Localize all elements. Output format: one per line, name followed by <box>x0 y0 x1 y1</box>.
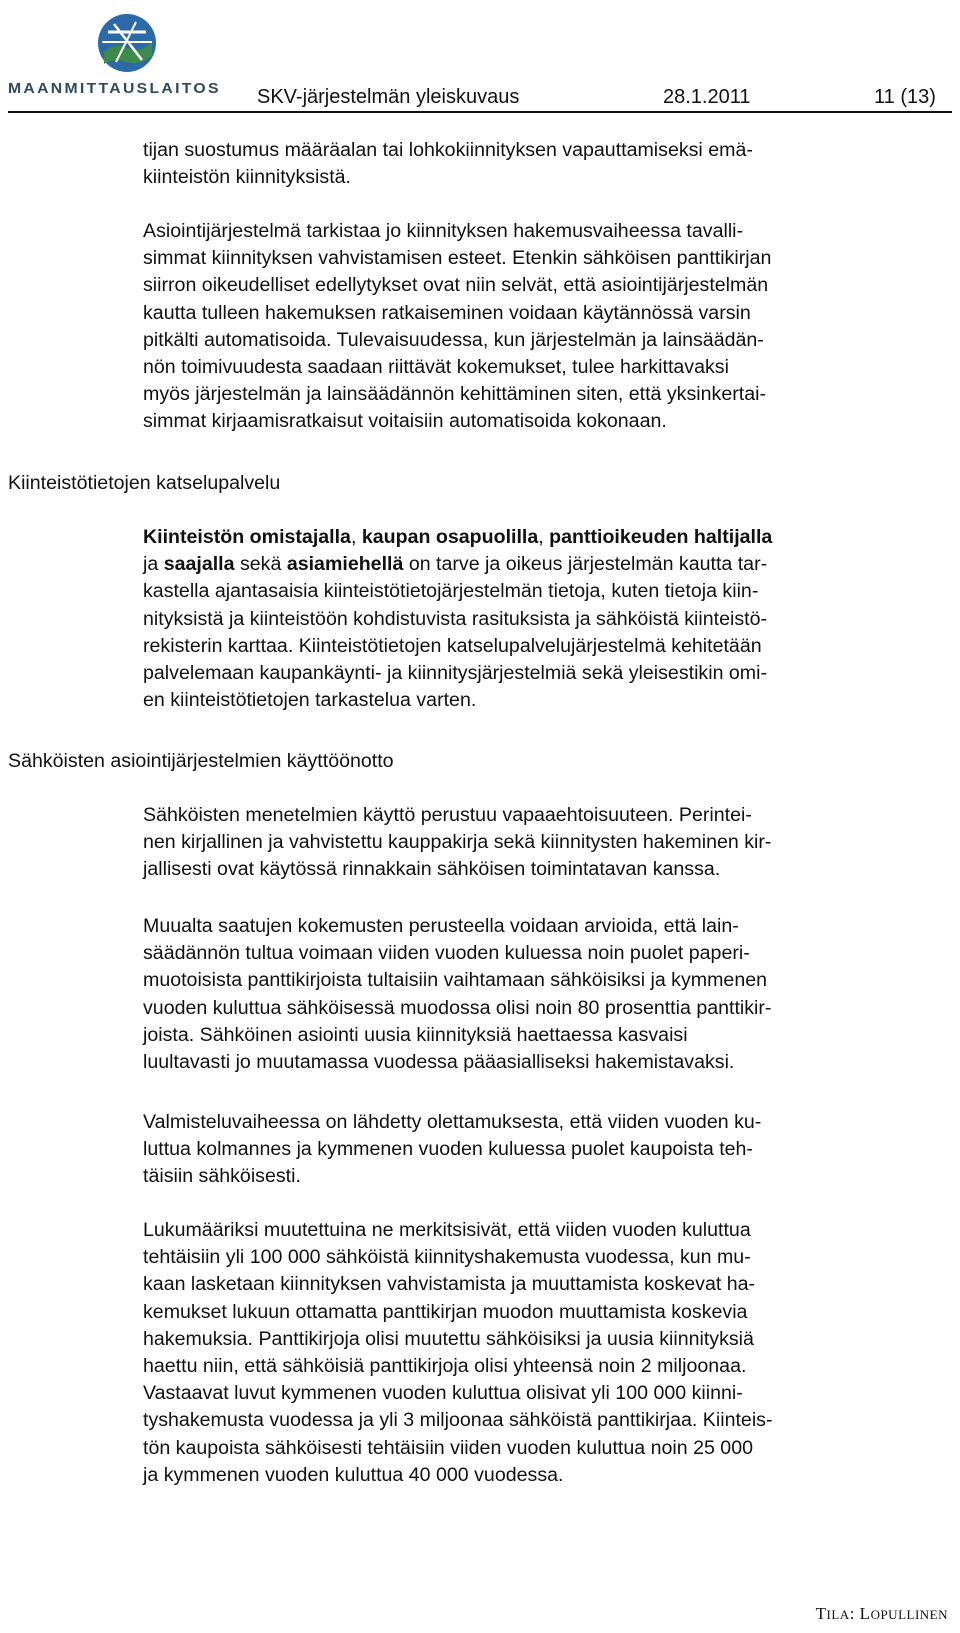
bold-term: asiamiehellä <box>286 553 404 576</box>
text-run: , <box>350 526 362 548</box>
text-line: hakemuksia. Panttikirjoja olisi muutettu sähköisiksi ja uusia kiinnityksiä <box>143 1327 754 1350</box>
paragraph-kiinnitysten-vapauttaminen <box>143 137 955 191</box>
text-line: siirron oikeudelliset edellytykset ovat niin selvät, että asiointijärjestelmän <box>143 274 769 297</box>
text-line: vuoden kuluttua sähköisessä muodossa olisi noin 80 prosenttia panttikir- <box>143 996 772 1019</box>
bold-term: Kiinteistön omistajalla <box>143 526 351 548</box>
paragraph-valmisteluvaihe <box>143 1109 955 1191</box>
paragraph-lukumaarat <box>143 1217 955 1489</box>
text-run: ja <box>143 553 164 576</box>
page-number: 11 (13) <box>874 86 936 108</box>
text-line: luttua kolmannes ja kymmenen vuoden kuluessa puolet kaupoista teh- <box>143 1138 753 1161</box>
paragraph-kokemukset <box>143 913 955 1076</box>
text-line: nityksistä ja kiinteistöön kohdistuvista rasituksista ja sähköistä kiinteistö- <box>143 607 768 630</box>
text-line: kiinteistön kiinnityksistä. <box>143 166 351 189</box>
text-line: nön toimivuudesta saadaan riittävät kokemukset, tulee harkittavaksi <box>143 356 729 379</box>
section-heading-katselupalvelu: Kiinteistötietojen katselupalvelu <box>8 472 281 494</box>
text-line: muotoisista panttikirjoista tultaisiin vaihtamaan sähköisiksi ja kymmenen <box>143 969 768 992</box>
text-line: pitkälti automatisoida. Tulevaisuudessa, kun järjestelmän ja lainsäädän- <box>143 328 764 351</box>
text-line: rekisterin karttaa. Kiinteistötietojen katselupalvelujärjestelmä kehitetään <box>143 634 762 657</box>
text-line: säädännön tultua voimaan viiden vuoden kuluessa noin puolet paperi- <box>143 942 750 965</box>
logo-wordmark: MAANMITTAUSLAITOS <box>8 80 221 97</box>
text-line: haettu niin, että sähköisiä panttikirjoja olisi yhteensä noin 2 miljoonaa. <box>143 1355 747 1378</box>
section-heading-kayttoonotto: Sähköisten asiointijärjestelmien käyttöönotto <box>8 750 394 772</box>
text-line: kemukset lukuun ottamatta panttikirjan muodon muuttamista koskevia <box>143 1300 748 1323</box>
text-line: ja kymmenen vuoden kuluttua 40 000 vuodessa. <box>143 1463 564 1486</box>
status-smallcaps: OPULLINEN <box>870 1607 948 1622</box>
text-line: kastella ajantasaisia kiinteistötietojärjestelmän tietoja, kuten tietoja kiin- <box>143 580 759 603</box>
header-divider <box>8 111 952 113</box>
text-line: Lukumääriksi muutettuina ne merkitsisivät, että viiden vuoden kuluttua <box>143 1219 751 1241</box>
text-line: en kiinteistötietojen tarkastelua varten. <box>143 689 477 712</box>
status-initial: T <box>815 1604 827 1623</box>
text-line: palvelemaan kaupankäynti- ja kiinnitysjärjestelmiä sekä yleisestikin omi- <box>143 662 768 685</box>
status-initial: L <box>859 1604 871 1623</box>
document-status <box>816 1604 948 1624</box>
text-line: täisiin sähköisesti. <box>143 1165 301 1188</box>
text-line: Valmisteluvaiheessa on lähdetty olettamuksesta, että viiden vuoden ku- <box>143 1111 762 1133</box>
bold-term: kaupan osapuolilla <box>361 526 539 548</box>
maanmittauslaitos-logo-icon <box>96 12 158 74</box>
text-run: sekä <box>234 553 287 576</box>
text-line: Vastaavat luvut kymmenen vuoden kuluttua olisivat yli 100 000 kiinni- <box>143 1382 743 1405</box>
bold-term: panttioikeuden haltijalla <box>549 526 773 548</box>
text-line: jallisesti ovat käytössä rinnakkain sähköisen toimintatavan kanssa. <box>143 858 721 881</box>
bold-term: saajalla <box>163 553 235 576</box>
text-line: joista. Sähköinen asiointi uusia kiinnityksiä haettaessa kasvaisi <box>143 1023 688 1046</box>
paragraph-asiointijarjestelma <box>143 218 955 436</box>
status-smallcaps: ILA <box>826 1607 850 1622</box>
text-line: tyshakemusta vuodessa ja yli 3 miljoonaa sähköistä panttikirjaa. Kiinteis- <box>143 1409 773 1432</box>
text-line: simmat kiinnityksen vahvistamisen esteet. Etenkin sähköisen panttikirjan <box>143 247 772 270</box>
text-line: tön kaupoista sähköisesti tehtäisiin viiden vuoden kuluttua noin 25 000 <box>143 1436 753 1459</box>
text-line: luultavasti jo muutamassa vuodessa pääasialliseksi hakemistavaksi. <box>143 1051 735 1074</box>
paragraph-katselupalvelu <box>143 524 955 714</box>
text-run: , <box>538 526 550 548</box>
text-line <box>143 524 955 551</box>
text-line: tehtäisiin yli 100 000 sähköistä kiinnityshakemusta vuodessa, kun mu- <box>143 1246 751 1269</box>
status-separator: : <box>849 1604 860 1623</box>
paragraph-vapaaehtoisuus <box>143 802 955 884</box>
text-line: tijan suostumus määräalan tai lohkokiinnityksen vapauttamiseksi emä- <box>143 139 753 161</box>
text-run: on tarve ja oikeus järjestelmän kautta tar- <box>403 553 768 576</box>
text-line: myös järjestelmän ja lainsäädännön kehittäminen siten, että yksinkertai- <box>143 383 766 406</box>
document-date: 28.1.2011 <box>663 86 751 108</box>
text-line: nen kirjallinen ja vahvistettu kauppakirja sekä kiinnitysten hakeminen kir- <box>143 831 772 854</box>
text-line: Muualta saatujen kokemusten perusteella voidaan arvioida, että lain- <box>143 915 739 937</box>
text-line: kautta tulleen hakemuksen ratkaiseminen voidaan käytännössä varsin <box>143 301 751 324</box>
text-line: kaan lasketaan kiinnityksen vahvistamista ja muuttamista koskevat ha- <box>143 1273 756 1296</box>
text-line: simmat kirjaamisratkaisut voitaisiin automatisoida kokonaan. <box>143 410 667 433</box>
text-line: Asiointijärjestelmä tarkistaa jo kiinnityksen hakemusvaiheessa tavalli- <box>143 220 744 242</box>
text-line <box>143 551 955 578</box>
document-title: SKV-järjestelmän yleiskuvaus <box>257 86 520 108</box>
text-line: Sähköisten menetelmien käyttö perustuu vapaaehtoisuuteen. Perintei- <box>143 804 752 826</box>
